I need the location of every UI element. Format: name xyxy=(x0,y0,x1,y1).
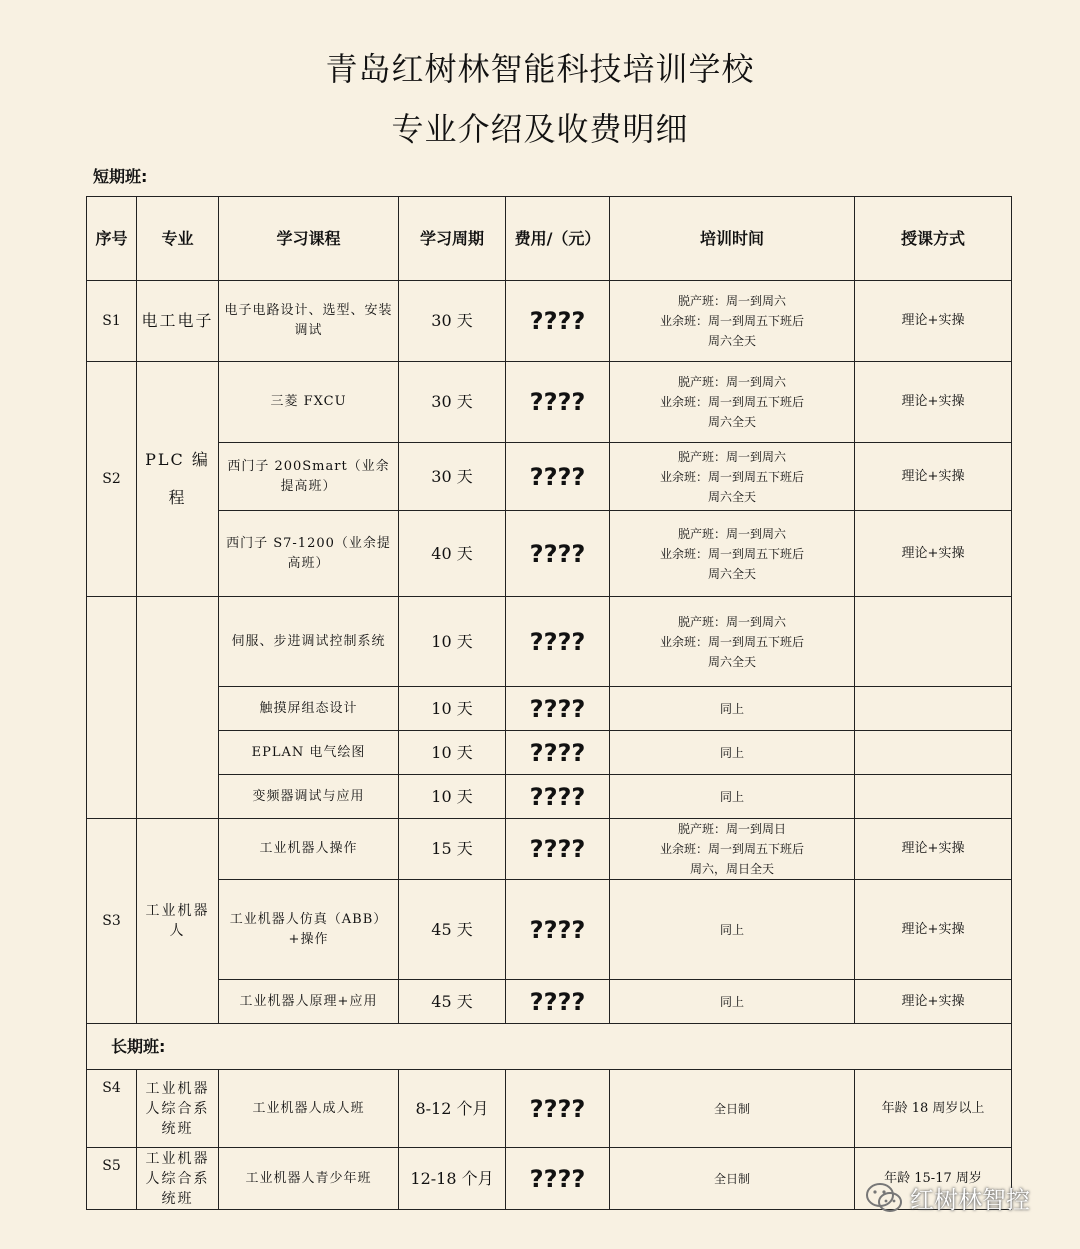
row-time: 全日制 xyxy=(610,1070,855,1148)
long-term-label: 长期班: xyxy=(87,1024,1012,1070)
row-course: 工业机器人原理+应用 xyxy=(219,980,399,1024)
row-time: 脱产班：周一到周六 业余班：周一到周五下班后 周六全天 xyxy=(610,597,855,687)
row-fee: ???? xyxy=(506,443,610,511)
table-row xyxy=(87,362,1012,443)
table-row xyxy=(87,687,1012,731)
row-fee: ???? xyxy=(506,731,610,775)
row-no: S3 xyxy=(87,819,137,1024)
row-time: 同上 xyxy=(610,731,855,775)
row-time: 脱产班：周一到周六 业余班：周一到周五下班后 周六全天 xyxy=(610,511,855,597)
row-no: S4 xyxy=(87,1070,137,1148)
header-method: 授课方式 xyxy=(855,197,1012,281)
row-time: 同上 xyxy=(610,775,855,819)
row-course: 触摸屏组态设计 xyxy=(219,687,399,731)
row-fee: ???? xyxy=(506,1148,610,1210)
row-fee: ???? xyxy=(506,775,610,819)
header-no: 序号 xyxy=(87,197,137,281)
row-fee: ???? xyxy=(506,511,610,597)
row-period: 45 天 xyxy=(399,980,506,1024)
table-row xyxy=(87,775,1012,819)
row-period: 45 天 xyxy=(399,880,506,980)
row-period: 10 天 xyxy=(399,775,506,819)
row-no: S2 xyxy=(87,362,137,597)
row-fee: ???? xyxy=(506,980,610,1024)
row-method: 理论+实操 xyxy=(855,362,1012,443)
row-no xyxy=(87,597,137,819)
table-row xyxy=(87,819,1012,880)
row-course: 变频器调试与应用 xyxy=(219,775,399,819)
row-period: 10 天 xyxy=(399,731,506,775)
header-time: 培训时间 xyxy=(610,197,855,281)
short-term-label: 短期班: xyxy=(93,167,148,186)
row-period: 12-18 个月 xyxy=(399,1148,506,1210)
row-course: 工业机器人操作 xyxy=(219,819,399,880)
row-major: 电工电子 xyxy=(137,281,219,362)
header-period: 学习周期 xyxy=(399,197,506,281)
row-major: 工业机器人 xyxy=(137,819,219,1024)
row-period: 30 天 xyxy=(399,281,506,362)
row-method: 理论+实操 xyxy=(855,511,1012,597)
row-course: 电子电路设计、选型、安装调试 xyxy=(219,281,399,362)
table-row xyxy=(87,880,1012,980)
row-period: 30 天 xyxy=(399,443,506,511)
row-fee: ???? xyxy=(506,281,610,362)
fee-table xyxy=(86,196,1012,1210)
row-course: 西门子 200Smart（业余提高班） xyxy=(219,443,399,511)
table-row xyxy=(87,443,1012,511)
table-row xyxy=(87,731,1012,775)
row-method: 理论+实操 xyxy=(855,880,1012,980)
row-time: 同上 xyxy=(610,687,855,731)
row-period: 15 天 xyxy=(399,819,506,880)
row-fee: ???? xyxy=(506,687,610,731)
row-time: 脱产班：周一到周六 业余班：周一到周五下班后 周六全天 xyxy=(610,362,855,443)
row-course: 三菱 FXCU xyxy=(219,362,399,443)
row-major: PLC 编程 xyxy=(137,362,219,597)
page-subtitle: 专业介绍及收费明细 xyxy=(391,110,689,148)
row-fee: ???? xyxy=(506,362,610,443)
watermark-text: 红树林智控 xyxy=(910,1186,1030,1214)
row-method: 理论+实操 xyxy=(855,443,1012,511)
row-fee: ???? xyxy=(506,1070,610,1148)
row-fee: ???? xyxy=(506,880,610,980)
row-period: 10 天 xyxy=(399,597,506,687)
header-fee: 费用/（元） xyxy=(506,197,610,281)
table-row xyxy=(87,281,1012,362)
row-course: 伺服、步进调试控制系统 xyxy=(219,597,399,687)
header-course: 学习课程 xyxy=(219,197,399,281)
row-method xyxy=(855,687,1012,731)
row-method: 理论+实操 xyxy=(855,980,1012,1024)
long-term-row xyxy=(87,1024,1012,1070)
row-period: 40 天 xyxy=(399,511,506,597)
table-row xyxy=(87,597,1012,687)
school-title: 青岛红树林智能科技培训学校 xyxy=(325,50,755,88)
row-method: 理论+实操 xyxy=(855,819,1012,880)
row-fee: ???? xyxy=(506,597,610,687)
row-method xyxy=(855,775,1012,819)
row-period: 8-12 个月 xyxy=(399,1070,506,1148)
row-method xyxy=(855,731,1012,775)
row-no: S1 xyxy=(87,281,137,362)
row-course: 西门子 S7-1200（业余提高班） xyxy=(219,511,399,597)
row-period: 10 天 xyxy=(399,687,506,731)
row-time: 同上 xyxy=(610,880,855,980)
table-row xyxy=(87,1070,1012,1148)
row-time: 脱产班：周一到周日 业余班：周一到周五下班后 周六，周日全天 xyxy=(610,819,855,880)
row-period: 30 天 xyxy=(399,362,506,443)
row-no: S5 xyxy=(87,1148,137,1210)
row-time: 同上 xyxy=(610,980,855,1024)
wechat-icon xyxy=(864,1181,904,1215)
row-course: 工业机器人成人班 xyxy=(219,1070,399,1148)
row-time: 全日制 xyxy=(610,1148,855,1210)
row-major: 工业机器人综合系统班 xyxy=(137,1148,219,1210)
row-course: 工业机器人仿真（ABB）+操作 xyxy=(219,880,399,980)
row-method: 年龄 15-17 周岁 xyxy=(855,1148,1012,1210)
row-fee: ???? xyxy=(506,819,610,880)
table-row xyxy=(87,511,1012,597)
row-time: 脱产班：周一到周六 业余班：周一到周五下班后 周六全天 xyxy=(610,281,855,362)
row-major: 工业机器人综合系统班 xyxy=(137,1070,219,1148)
watermark xyxy=(864,1180,1030,1215)
row-course: 工业机器人青少年班 xyxy=(219,1148,399,1210)
header-row xyxy=(87,197,1012,281)
row-major xyxy=(137,597,219,819)
row-time: 脱产班：周一到周六 业余班：周一到周五下班后 周六全天 xyxy=(610,443,855,511)
row-course: EPLAN 电气绘图 xyxy=(219,731,399,775)
header-major: 专业 xyxy=(137,197,219,281)
row-method: 年龄 18 周岁以上 xyxy=(855,1070,1012,1148)
row-method: 理论+实操 xyxy=(855,281,1012,362)
row-method xyxy=(855,597,1012,687)
table-row xyxy=(87,980,1012,1024)
